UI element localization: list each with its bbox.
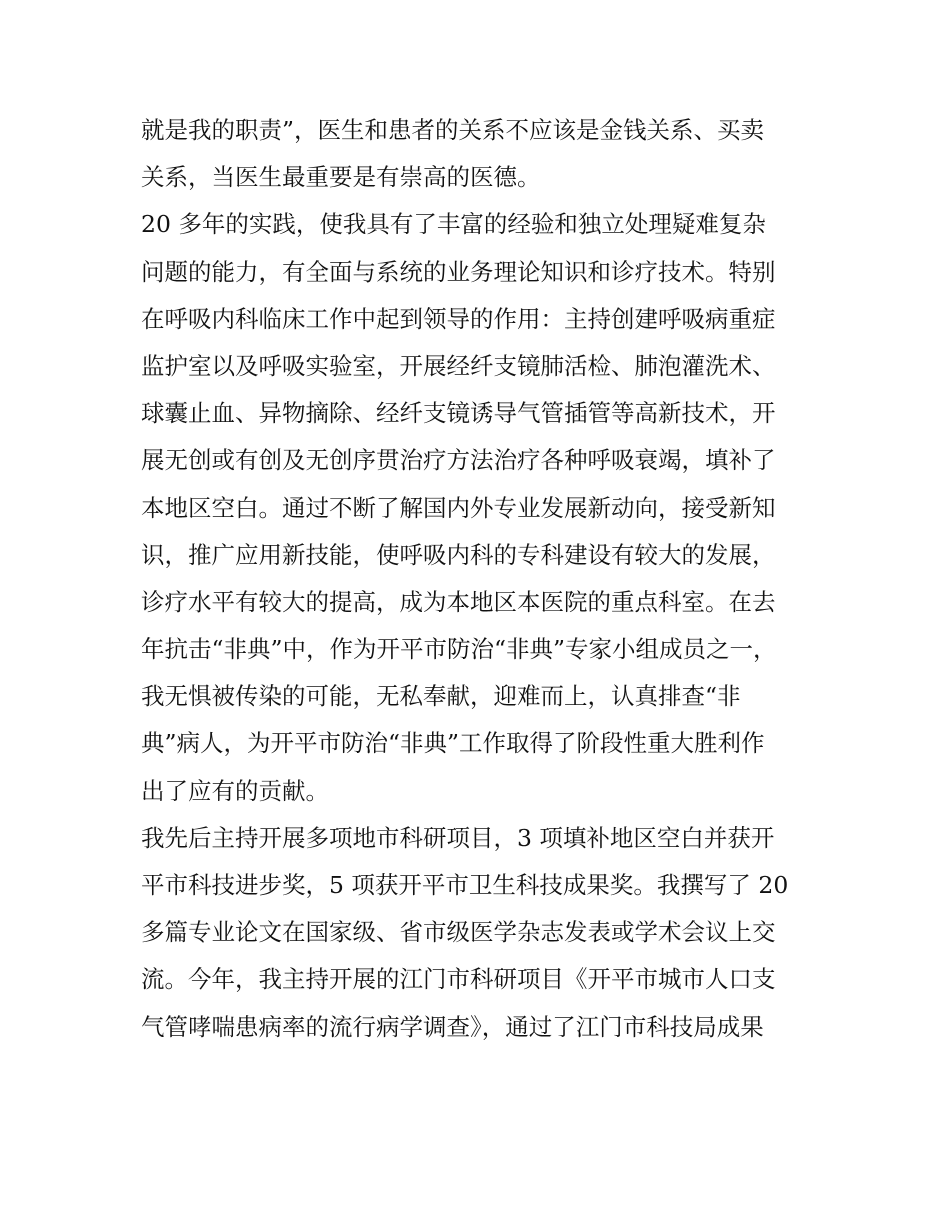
text-line: 就是我的职责”，医生和患者的关系不应该是金钱关系、买卖 <box>141 116 765 144</box>
text-line: 平市科技进步奖，5 项获开平市卫生科技成果奖。我撰写了 20 <box>141 871 789 899</box>
text-line: 识，推广应用新技能，使呼吸内科的专科建设有较大的发展， <box>141 540 776 569</box>
text-line: 关系，当医生最重要是有崇高的医德。 <box>141 163 541 192</box>
text-line: 监护室以及呼吸实验室，开展经纤支镜肺活检、肺泡灌洗术、 <box>141 351 776 380</box>
body-text <box>141 107 821 1051</box>
text-line: 问题的能力，有全面与系统的业务理论知识和诊疗技术。特别 <box>141 257 776 286</box>
text-line: 多篇专业论文在国家级、省市级医学杂志发表或学术会议上交 <box>141 918 776 947</box>
text-line: 出了应有的贡献。 <box>141 776 329 805</box>
text-line: 诊疗水平有较大的提高，成为本地区本医院的重点科室。在去 <box>141 587 776 616</box>
text-line: 展无创或有创及无创序贯治疗方法治疗各种呼吸衰竭，填补了 <box>141 446 776 475</box>
text-line: 球囊止血、异物摘除、经纤支镜诱导气管插管等高新技术，开 <box>141 399 776 428</box>
text-line: 我先后主持开展多项地市科研项目，3 项填补地区空白并获开 <box>141 823 775 852</box>
text-line: 本地区空白。通过不断了解国内外专业发展新动向，接受新知 <box>141 493 776 522</box>
text-line: 年抗击“非典”中，作为开平市防治“非典”专家小组成员之一， <box>141 635 777 664</box>
text-line: 流。今年，我主持开展的江门市科研项目《开平市城市人口支 <box>141 965 776 994</box>
text-line: 20 多年的实践，使我具有了丰富的经验和独立处理疑难复杂 <box>141 210 766 239</box>
text-line: 典”病人，为开平市防治“非典”工作取得了阶段性重大胜利作 <box>141 729 765 758</box>
text-line: 在呼吸内科临床工作中起到领导的作用：主持创建呼吸病重症 <box>141 304 776 333</box>
text-line: 我无惧被传染的可能，无私奉献，迎难而上，认真排查“非 <box>141 682 741 711</box>
text-line: 气管哮喘患病率的流行病学调查》，通过了江门市科技局成果 <box>141 1012 764 1041</box>
